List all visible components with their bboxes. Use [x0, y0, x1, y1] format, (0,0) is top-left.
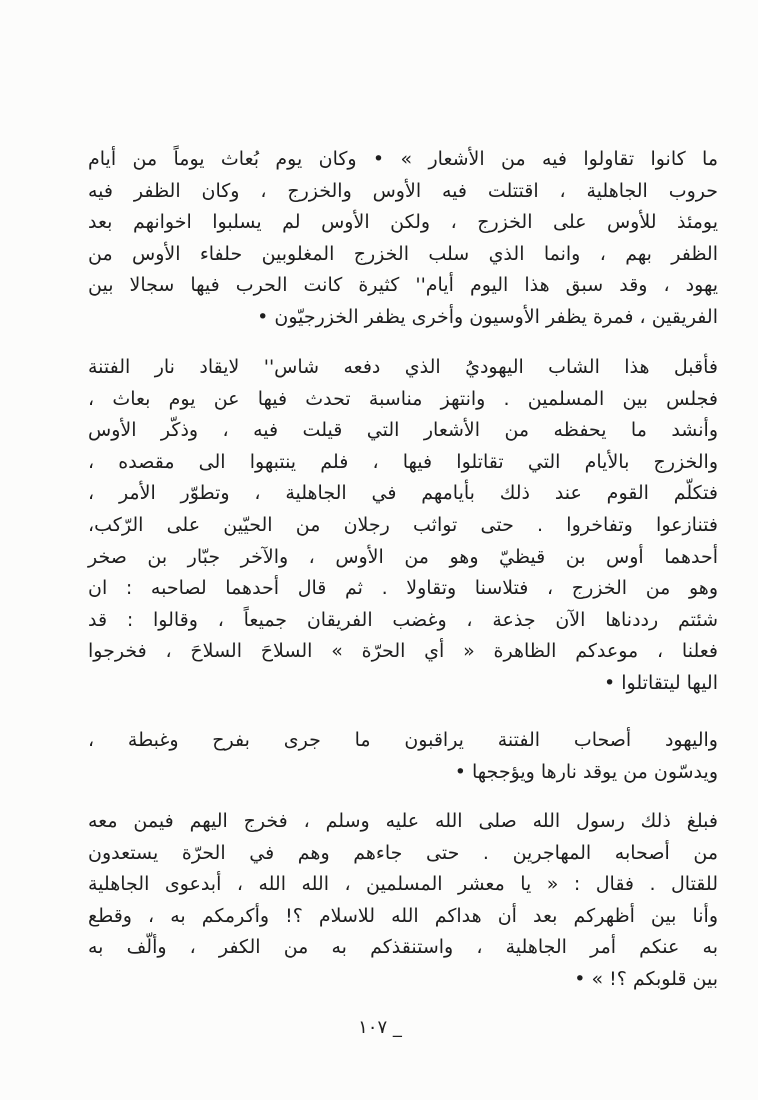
paragraph-1 [88, 144, 718, 334]
page-number: _ ١٠٧ [358, 1017, 402, 1038]
text-line: وأنشد ما يحفظه من الأشعار التي قيلت فيه ، وذكّر الأوس [88, 419, 718, 442]
text-line: واليهود أصحاب الفتنة يراقبون ما جرى بفرح وغبطة ، [88, 729, 718, 751]
text-line: فبلغ ذلك رسول الله صلى الله عليه وسلم ، فخرج اليهم فيمن معه [88, 810, 718, 832]
text-line: فتكلّم القوم عند ذلك بأيامهم في الجاهلية ، وتطوّر الأمر ، [88, 482, 718, 505]
text-line: الفريقين ، فمرة يظفر الأوسيون وأخرى يظفر الخزرجيّون • [257, 305, 718, 328]
text-line: وهو من الخزرج ، فتلاسنا وتقاولا . ثم قال أحدهما لصاحبه : ان [88, 577, 718, 600]
text-line: للقتال . فقال : « يا معشر المسلمين ، الله الله ، أبدعوى الجاهلية [88, 873, 718, 896]
text-line: أحدهما أوس بن قيظيّ وهو من الأوس ، والآخر جبّار بن صخر [88, 545, 718, 568]
text-line: يومئذ للأوس على الخزرج ، ولكن الأوس لم يسلبوا اخوانهم بعد [88, 211, 718, 234]
text-line: شئتم رددناها الآن جذعة ، وغضب الفريقان جميعاً ، وقالوا : قد [88, 608, 718, 631]
paragraph-3 [88, 725, 718, 788]
text-line: حروب الجاهلية ، اقتتلت فيه الأوس والخزرج ، وكان الظفر فيه [88, 179, 718, 202]
text-line: اليها ليتقاتلوا • [604, 671, 718, 694]
text-line: والخزرج بالأيام التي تقاتلوا فيها ، فلم ينتبهوا الى مقصده ، [88, 450, 718, 473]
paragraph-2 [88, 352, 718, 700]
text-line: يهود ، وقد سبق هذا اليوم أيام'' كثيرة كانت الحرب فيها سجالا بين [88, 274, 718, 297]
text-line: فعلنا ، موعدكم الظاهرة « أي الحرّة » السلاحَ السلاحَ ، فخرجوا [88, 640, 718, 663]
text-line: وأنا بين أظهركم بعد أن هداكم الله للاسلام ؟! وأكرمكم به ، وقطع [88, 904, 718, 927]
text-line: فجلس بين المسلمين . وانتهز مناسبة تحدث فيها عن يوم بعاث ، [88, 387, 718, 410]
paragraph-4 [88, 806, 718, 996]
text-line: فأقبل هذا الشاب اليهوديُ الذي دفعه شاس'' لايقاد نار الفتنة [88, 356, 718, 378]
text-line: ما كانوا تقاولوا فيه من الأشعار » • وكان يوم بُعاث يوماً من أيام [88, 148, 718, 170]
text-line: فتنازعوا وتفاخروا . حتى تواثب رجلان من الحيّين على الرّكب، [88, 513, 718, 536]
text-line: ويدسّون من يوقد نارها ويؤججها • [454, 760, 718, 783]
text-line: من أصحابه المهاجرين . حتى جاءهم وهم في الحرّة يستعدون [88, 841, 718, 864]
text-line: الظفر بهم ، وانما الذي سلب الخزرج المغلوبين حلفاء الأوس من [88, 242, 718, 265]
text-line: به عنكم أمر الجاهلية ، واستنقذكم به من الكفر ، وألّف به [88, 936, 718, 959]
text-line: بين قلوبكم ؟! » • [574, 967, 718, 990]
